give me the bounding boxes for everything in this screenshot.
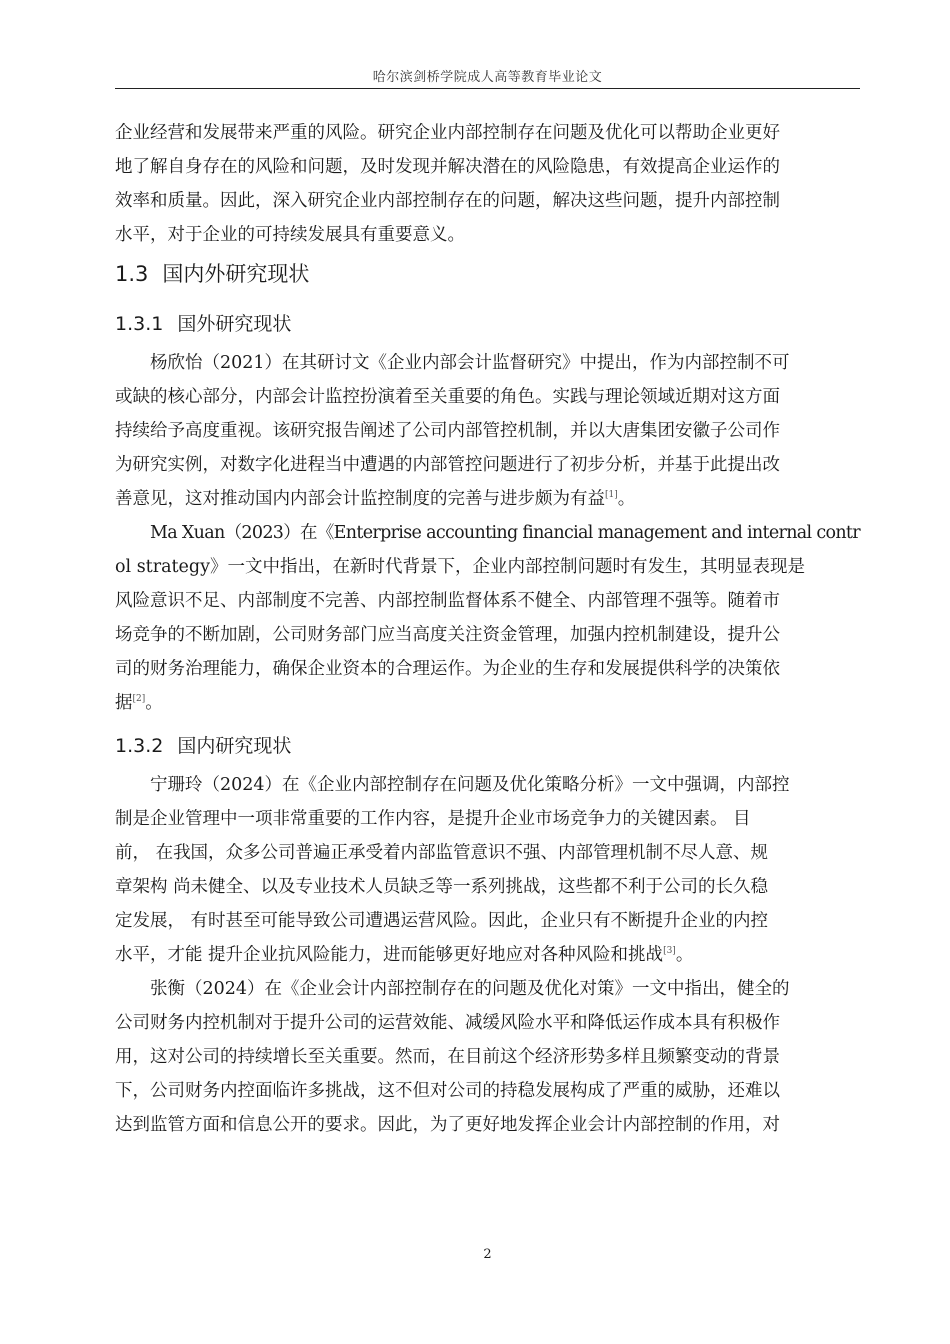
- text-line: 章架构 尚未健全、以及专业技术人员缺乏等一系列挑战，这些都不利于公司的长久稳: [115, 877, 769, 897]
- page-number: 2: [483, 1247, 492, 1262]
- text-line: 地了解自身存在的风险和问题，及时发现并解决潜在的风险隐患，有效提高企业运作的: [115, 157, 780, 177]
- text-line: ol strategy》一文中指出，在新时代背景下，企业内部控制问题时有发生，其明显表现是: [115, 557, 805, 577]
- line-end: 。: [145, 693, 163, 713]
- section-title: 国内研究现状: [177, 735, 292, 757]
- running-header: 哈尔滨剑桥学院成人高等教育毕业论文: [372, 70, 603, 85]
- section-number: 1.3.1: [115, 313, 164, 335]
- text-line: 达到监管方面和信息公开的要求。因此，为了更好地发挥企业会计内部控制的作用，对: [115, 1115, 780, 1135]
- text-line: 企业经营和发展带来严重的风险。研究企业内部控制存在问题及优化可以帮助企业更好: [115, 123, 780, 143]
- citation-ref[interactable]: [3]: [663, 946, 676, 956]
- section-number: 1.3.2: [115, 735, 164, 757]
- paragraph-ma: [115, 516, 860, 720]
- text-line: 风险意识不足、内部制度不完善、内部控制监督体系不健全、内部管理不强等。随着市: [115, 591, 780, 611]
- section-title: 国外研究现状: [177, 313, 292, 335]
- text-line: 场竞争的不断加剧，公司财务部门应当高度关注资金管理，加强内控机制建设，提升公: [115, 625, 780, 645]
- text-line: 善意见，这对推动国内内部会计监控制度的完善与进步颇为有益: [115, 489, 605, 509]
- text-line: 前， 在我国，众多公司普遍正承受着内部监管意识不强、内部管理机制不尽人意、规: [115, 843, 769, 863]
- text-line: 宁珊玲（2024）在《企业内部控制存在问题及优化策略分析》一文中强调，内部控: [150, 775, 790, 795]
- section-heading-1-3-1: [115, 309, 291, 336]
- text-line: 张衡（2024）在《企业会计内部控制存在的问题及优化对策》一文中指出，健全的: [150, 979, 790, 999]
- text-line: 水平，对于企业的可持续发展具有重要意义。: [115, 225, 465, 245]
- text-line: 定发展， 有时甚至可能导致公司遭遇运营风险。因此，企业只有不断提升企业的内控: [115, 911, 769, 931]
- text-line: 公司财务内控机制对于提升公司的运营效能、减缓风险水平和降低运作成本具有积极作: [115, 1013, 780, 1033]
- text-line: Ma Xuan（2023）在《Enterprise accounting financial management and internal contr: [150, 523, 860, 543]
- text-line: 效率和质量。因此，深入研究企业内部控制存在的问题，解决这些问题，提升内部控制: [115, 191, 780, 211]
- section-title: 国内外研究现状: [162, 262, 310, 286]
- text-line: 据: [115, 693, 133, 713]
- text-line: 为研究实例，对数字化进程当中遭遇的内部管控问题进行了初步分析，并基于此提出改: [115, 455, 780, 475]
- line-end: 。: [617, 489, 636, 509]
- text-line: 杨欣怡（2021）在其研讨文《企业内部会计监督研究》中提出，作为内部控制不可: [150, 353, 790, 373]
- section-heading-1-3: [115, 258, 309, 288]
- line-end: 。: [675, 945, 694, 965]
- paragraph-ning: [115, 768, 860, 972]
- paragraph-yang: [115, 346, 860, 516]
- text-line: 或缺的核心部分，内部会计监控扮演着至关重要的角色。实践与理论领域近期对这方面: [115, 387, 780, 407]
- text-line: 制是企业管理中一项非常重要的工作内容，是提升企业市场竞争力的关键因素。 目: [115, 809, 751, 829]
- text-line: 司的财务治理能力，确保企业资本的合理运作。为企业的生存和发展提供科学的决策依: [115, 659, 780, 679]
- text-line: 水平，才能 提升企业抗风险能力，进而能够更好地应对各种风险和挑战: [115, 945, 664, 965]
- citation-ref[interactable]: [2]: [132, 694, 146, 704]
- text-line: 用，这对公司的持续增长至关重要。然而，在目前这个经济形势多样且频繁变动的背景: [115, 1047, 780, 1067]
- text-line: 下，公司财务内控面临许多挑战，这不但对公司的持稳发展构成了严重的威胁，还难以: [115, 1081, 780, 1101]
- paragraph-zhang: [115, 972, 860, 1142]
- header-rule: [115, 88, 860, 89]
- intro-paragraph: [115, 116, 860, 252]
- section-number: 1.3: [115, 262, 149, 286]
- section-heading-1-3-2: [115, 731, 291, 758]
- citation-ref[interactable]: [1]: [605, 490, 618, 500]
- text-line: 持续给予高度重视。该研究报告阐述了公司内部管控机制，并以大唐集团安徽子公司作: [115, 421, 780, 441]
